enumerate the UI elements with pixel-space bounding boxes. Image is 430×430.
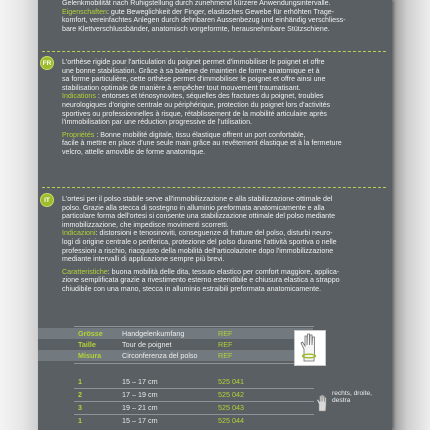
size-cell: 1 (78, 416, 82, 425)
hand-icon (295, 331, 325, 365)
fr-line: neurologiques d'origine centrale ou périphérique, protection du poignet lors d'activités (62, 100, 331, 109)
section-divider (42, 187, 386, 188)
it-line: polso. Grazie alla stecca di sostegno in alluminio preformata anatomicamente e alla (62, 203, 325, 212)
table-row (38, 376, 313, 387)
it-line: zione semplificata grazie a rivestimento esterno estendibile e chiusura elastica a strappo (62, 276, 340, 285)
it-indicazioni: Indicazioni: distorsioni e tenosinoviti, conseguenze di fratture del polso, disturbi neuro- (62, 229, 333, 238)
package-back-panel (38, 0, 392, 430)
it-line: immobilizzazione, che impedisce movimenti scorretti. (62, 220, 229, 229)
box-left-side (0, 0, 38, 430)
fr-line: stabilisation optimale de manière à empêcher tout mouvement traumatisant. (62, 83, 301, 92)
fr-proprietes: Propriétés : Bonne mobilité digitale, tissu élastique offrent un port confortable, (62, 130, 306, 139)
table-row (38, 402, 313, 413)
size-cell: 2 (78, 390, 82, 399)
header-size: Grösse (78, 329, 103, 338)
range-cell: 15 – 17 cm (122, 416, 158, 425)
table-row (38, 415, 313, 426)
wrist-measure-illustration (294, 330, 326, 366)
fr-line: sportives ou professionnelles à risque, rétablissement de la mobilité articulaire après (62, 109, 327, 118)
lang-badge-it: IT (40, 193, 54, 207)
header-size: Taille (78, 340, 96, 349)
fr-line: une bonne stabilisation. Grâce à sa baleine de maintien de forme anatomique et à (62, 66, 320, 75)
it-caratteristiche: Caratteristiche: buona mobilità delle dita, tessuto elastico per comfort maggiore, applica- (62, 267, 340, 276)
it-line: professioni a rischio, riacquisto della mobilità dell'articolazione dopo l'immobilizzazione (62, 246, 334, 255)
it-line: mediante intervalli di applicazione sempre più brevi. (62, 255, 225, 264)
de-line: komfort, vereinfachtes Anlegen durch dehnbaren Aussenbezug und einhändig verschliess- (62, 16, 346, 25)
header-ref: REF (218, 340, 233, 349)
fr-prop-label: Propriétés (62, 130, 95, 139)
ref-cell: 525 044 (218, 416, 244, 425)
section-divider (42, 51, 386, 52)
it-line: chiudibile con una mano, stecca in alluminio estraibili preformata anatomicamente. (62, 284, 322, 293)
fr-line: facile à mettre en place d'une seule main grâce au revêtement élastique et à la fermeture (62, 139, 342, 148)
ref-cell: 525 043 (218, 403, 244, 412)
it-line: particolare forma dell'ortesi si consente una stabilizzazione ottimale del polso mediante (62, 212, 336, 221)
de-eigenschaften: Eigenschaften: gute Beweglichkeit der Finger, elastisches Gewebe für erhöhten Trage- (62, 7, 335, 16)
table-header-row (38, 350, 313, 361)
size-cell: 3 (78, 403, 82, 412)
italian-text (62, 195, 384, 294)
it-line: L'ortesi per il polso stabile serve all'immobilizzazione e alla stabilizzazione ottimale del (62, 195, 333, 203)
it-ind-label: Indicazioni (62, 229, 96, 238)
fr-indications: Indications : entorses et ténosynovites, séquelles des fractures du poignet, troubles (62, 92, 324, 101)
fr-line: L'orthèse rigide pour l'articulation du poignet permet d'immobiliser le poignet et offre (62, 58, 325, 66)
table-row (38, 389, 313, 400)
french-text (62, 58, 384, 157)
table-header-row (38, 339, 313, 350)
fr-ind-label: Indications (62, 92, 96, 101)
side-label: rechts, droite, destra (332, 390, 372, 404)
fr-line: sa forme particulière, cette orthèse permet d'immobiliser le poignet et offre ainsi une (62, 75, 326, 84)
table-header-row (38, 328, 313, 339)
header-size: Misura (78, 351, 102, 360)
table-rule (74, 363, 314, 364)
ref-cell: 525 042 (218, 390, 244, 399)
de-line: bare Klettverschlussbänder, anatomisch vorgeformte, herausnehmbare Stützschiene. (62, 24, 330, 33)
header-measure: Circonferenza del polso (122, 351, 198, 360)
it-line: logi di origine centrale o periferica, protezione del polso durante l'attività sportiva o nelle (62, 237, 337, 246)
box-right-side (392, 0, 430, 430)
fr-line: velcro, attelle amovible de forme anatomique. (62, 147, 206, 156)
fr-line: l'immobilisation par une réduction progressive de l'utilisation. (62, 118, 253, 127)
lang-badge-fr: FR (40, 56, 54, 70)
right-hand-icon (315, 394, 329, 412)
range-cell: 17 – 19 cm (122, 390, 158, 399)
header-ref: REF (218, 329, 233, 338)
german-text (62, 0, 384, 33)
table-rule (74, 326, 314, 327)
header-measure: Tour de poignet (122, 340, 172, 349)
range-cell: 19 – 21 cm (122, 403, 158, 412)
it-car-label: Caratteristiche (62, 267, 108, 276)
size-cell: 1 (78, 377, 82, 386)
ref-cell: 525 041 (218, 377, 244, 386)
header-measure: Handgelenkumfang (122, 329, 185, 338)
header-ref: REF (218, 351, 233, 360)
de-line: Gelenkmobilität nach Ruhigstellung durch zunehmend kürzere Anwendungsintervalle. (62, 0, 331, 7)
range-cell: 15 – 17 cm (122, 377, 158, 386)
de-eig-label: Eigenschaften (62, 7, 107, 16)
